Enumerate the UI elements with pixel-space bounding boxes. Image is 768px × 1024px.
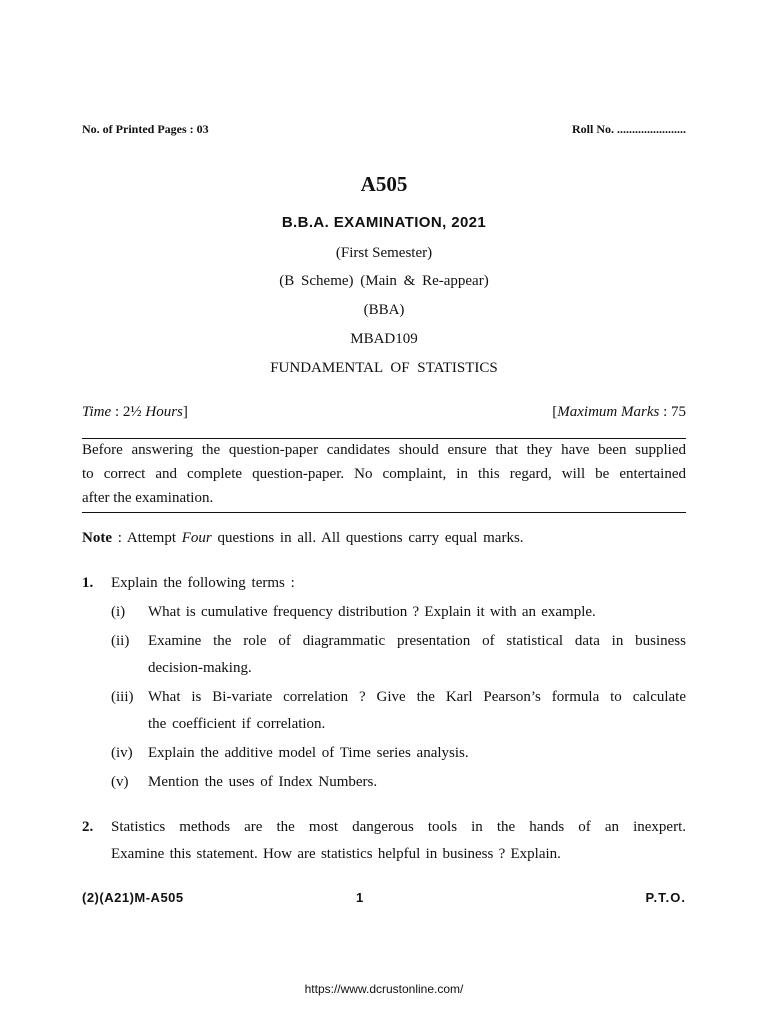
subject-title: FUNDAMENTAL OF STATISTICS [270,360,498,376]
time-value: : 2½ [114,404,142,420]
time-unit: Hours [145,404,183,420]
page-number: 1 [356,890,364,905]
source-url: https://www.dcrustonline.com/ [304,982,464,996]
note [82,530,524,547]
bracket-close: ] [182,404,188,420]
instruction-line-2: to correct and complete question-paper. No complaint, in this regard, will be entertained [82,466,686,482]
instruction-line-3: after the examination. [82,490,214,506]
top-rule [82,438,686,439]
time-info [82,404,188,421]
roll-number: Roll No. ....................... [572,122,686,136]
q1-part-text: Examine the role of diagrammatic presentation of statistical data in business [148,633,686,649]
q1-part-text-cont: decision-making. [148,660,252,676]
question-1-number: 1. [82,575,94,591]
max-marks-info [552,404,686,421]
note-pre: : Attempt [117,530,176,546]
semester: (First Semester) [335,245,433,261]
pto-label: P.T.O. [645,890,686,905]
program: (BBA) [363,302,405,318]
bottom-rule [82,512,686,513]
q1-part-text: What is cumulative frequency distribution ? Explain it with an example. [148,604,596,620]
printed-pages: No. of Printed Pages : 03 [82,122,209,136]
q1-part-num: (v) [111,774,129,790]
subject-code: MBAD109 [350,331,418,347]
q1-part-text-cont: the coefficient if correlation. [148,716,326,732]
question-2-text-cont: Examine this statement. How are statistics helpful in business ? Explain. [111,846,561,862]
q1-part-text: Explain the additive model of Time series analysis. [148,745,469,761]
q1-part-num: (i) [111,604,126,620]
footer-code: (2)(A21)M-A505 [82,890,184,905]
exam-title: B.B.A. EXAMINATION, 2021 [281,214,487,231]
q1-part-num: (ii) [111,633,130,649]
q1-part-text: What is Bi-variate correlation ? Give the Karl Pearson’s formula to calculate [148,689,686,705]
scheme: (B Scheme) (Main & Re-appear) [279,273,489,289]
question-1-text: Explain the following terms : [111,575,295,591]
paper-code-title: A505 [360,172,408,196]
note-label: Note [82,530,112,546]
question-2-text: Statistics methods are the most dangerous tools in the hands of an inexpert. [111,819,686,835]
instruction-line-1: Before answering the question-paper candidates should ensure that they have been supplied [82,442,686,458]
q1-part-num: (iv) [111,745,133,761]
max-marks-value: : 75 [663,404,686,420]
time-label: Time [82,404,112,420]
q1-part-num: (iii) [111,689,134,705]
max-marks-label: Maximum Marks [557,404,660,420]
note-post: questions in all. All questions carry equal marks. [217,530,524,546]
note-emphasis: Four [181,530,212,546]
question-2-number: 2. [82,819,94,835]
q1-part-text: Mention the uses of Index Numbers. [148,774,378,790]
bracket-open: [ [552,404,558,420]
